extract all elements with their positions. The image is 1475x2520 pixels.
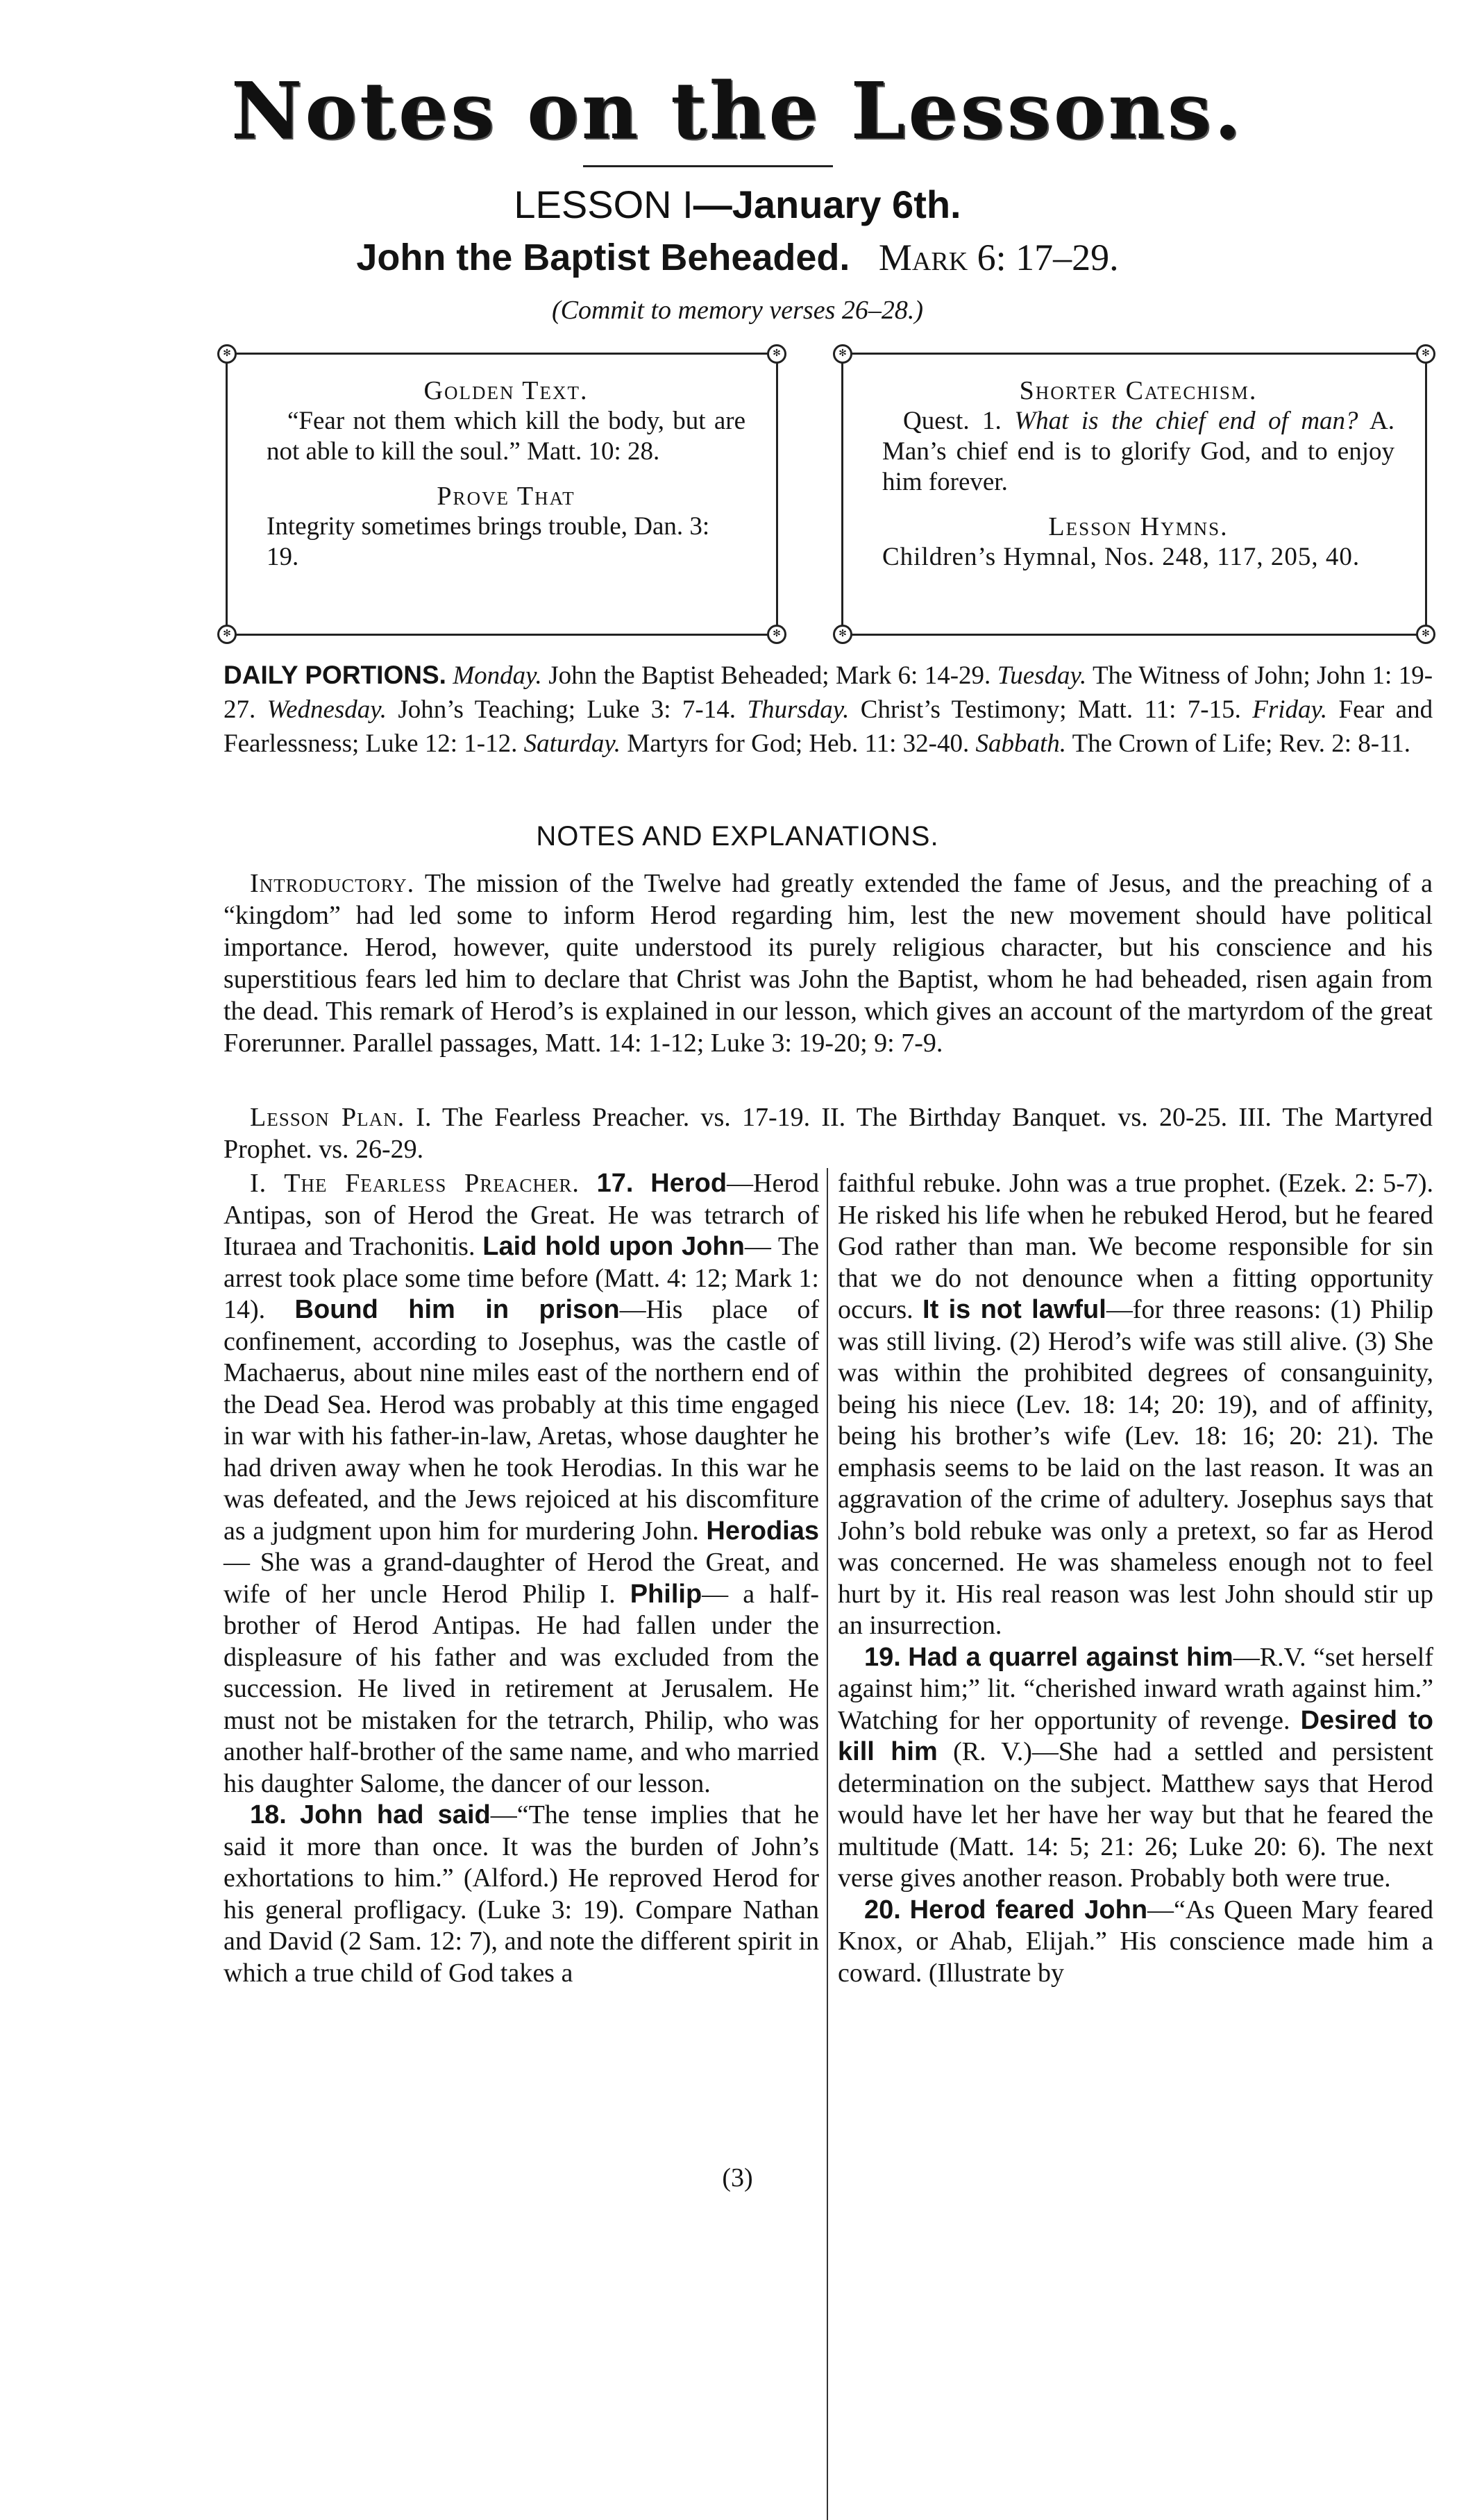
verse-number: 19. bbox=[864, 1642, 901, 1672]
introductory-label: Introductory. bbox=[250, 869, 415, 898]
ornament-icon: ✻ bbox=[217, 344, 237, 364]
keyword: Bound him in prison bbox=[294, 1295, 620, 1324]
catechism-question bbox=[882, 406, 1394, 498]
daily-day: Thursday. bbox=[747, 695, 850, 724]
ornament-icon: ✻ bbox=[1416, 625, 1435, 644]
note-text: —His place of confinement, according to Josephus, was the castle of Machaerus, about nine miles east of the northern end of the Dead Sea. Herod was probably at this time engaged in war with his father-in-law, Aretas, whose daughter he had driven away when he took Herodias. In this war he was defeated, and the Jews rejoiced at his discomfiture as a judgment upon him for murdering John. bbox=[224, 1295, 819, 1546]
daily-portions-label: DAILY PORTIONS. bbox=[224, 661, 446, 689]
ornament-icon: ✻ bbox=[767, 344, 786, 364]
golden-text-heading: Golden Text. bbox=[423, 376, 589, 405]
catechism-heading: Shorter Catechism. bbox=[1019, 376, 1258, 405]
lesson-subject bbox=[0, 236, 1475, 279]
daily-day: Monday. bbox=[453, 661, 542, 690]
daily-portions bbox=[224, 658, 1433, 761]
keyword: Philip bbox=[630, 1579, 702, 1609]
keyword: Desired to kill him bbox=[838, 1705, 1433, 1766]
lesson-heading bbox=[0, 182, 1475, 227]
lesson-date: —January 6th. bbox=[693, 183, 961, 226]
lesson-plan-text: I. The Fearless Preacher. vs. 17-19. II. The Birthday Banquet. vs. 20-25. III. The Martyred Prophet. vs. 26-29. bbox=[224, 1103, 1433, 1164]
daily-day: Saturday. bbox=[523, 729, 621, 758]
lesson-plan-paragraph bbox=[224, 1101, 1433, 1165]
note-text: — She was a grand-daughter of Herod the Great, and wife of her uncle Herod Philip I. bbox=[224, 1548, 819, 1609]
question-label: Quest. 1. bbox=[903, 407, 1002, 435]
lesson-reference: Mark 6: 17–29. bbox=[878, 237, 1119, 278]
note-text: — The arrest took place some time before (Matt. 4: 12; Mark 1: 14). bbox=[224, 1232, 820, 1324]
keyword: Had a quarrel against him bbox=[908, 1642, 1233, 1672]
prove-that-heading: Prove That bbox=[437, 482, 575, 511]
lesson-plan-label: Lesson Plan. bbox=[250, 1103, 405, 1132]
golden-text-box bbox=[223, 348, 781, 639]
right-column bbox=[838, 1168, 1433, 1989]
daily-reading: John the Baptist Beheaded; Mark 6: 14-29. bbox=[548, 661, 991, 690]
answer-text: A. Man’s chief end is to glorify God, and to enjoy him forever. bbox=[882, 407, 1394, 496]
note-text: —“The tense implies that he said it more than once. It was the burden of John’s exhortations to him.” (Alford.) He reproved Herod for his general profligacy. (Luke 3: 19). Compare Nathan and David (2 Sam. 12: 7), and note the different spirit in which a true child of God takes a bbox=[224, 1800, 820, 1988]
note-text: — a half-brother of Herod Antipas. He had fallen under the displeasure of his father and was excluded from the succession. He lived in retirement at Jerusalem. He must not be mistaken for the tetrarch, Philip, who was another half-brother of the same name, and who married his daughter Salome, the dancer of our lesson. bbox=[224, 1579, 819, 1798]
question-text: What is the chief end of man? bbox=[1014, 407, 1358, 435]
keyword: It is not lawful bbox=[922, 1295, 1106, 1324]
section-label: I. The Fearless Preacher. bbox=[250, 1169, 580, 1198]
introductory-text: The mission of the Twelve had greatly extended the fame of Jesus, and the preaching of a “kingdom” had led some to inform Herod regarding him, lest the new movement should have political importance. Herod, however, quite understood its purely religious character, but his conscience and his superstitious fears led him to declare that Christ was John the Baptist, whom he had beheaded, risen again from the dead. This remark of Herod’s is explained in our lesson, which gives an account of the martyrdom of the great Forerunner. Parallel passages, Matt. 14: 1-12; Luke 3: 19-20; 9: 7-9. bbox=[224, 869, 1433, 1058]
introductory-paragraph bbox=[224, 868, 1433, 1059]
catechism-box bbox=[838, 348, 1430, 639]
keyword: John had said bbox=[299, 1800, 491, 1829]
verse-number: 20. bbox=[864, 1895, 901, 1925]
daily-reading: Martyrs for God; Heb. 11: 32-40. bbox=[627, 729, 970, 758]
ornament-icon: ✻ bbox=[767, 625, 786, 644]
daily-reading: John’s Teaching; Luke 3: 7-14. bbox=[398, 695, 736, 724]
daily-reading: The Witness of John; John 1: 19-27. bbox=[224, 661, 1433, 724]
column-divider bbox=[827, 1168, 828, 2520]
keyword: Herod bbox=[650, 1169, 727, 1198]
memory-verses: (Commit to memory verses 26–28.) bbox=[551, 296, 924, 325]
left-column bbox=[224, 1168, 819, 1989]
notes-heading: NOTES AND EXPLANATIONS. bbox=[536, 821, 939, 852]
keyword: Laid hold upon John bbox=[482, 1232, 745, 1261]
note-text: —R.V. “set herself against him;” lit. “cherished inward wrath against him.” Watching for her opportunity of revenge. bbox=[838, 1642, 1433, 1735]
keyword: Herodias bbox=[706, 1516, 820, 1546]
prove-that-text: Integrity sometimes brings trouble, Dan. 3: 19. bbox=[267, 512, 710, 571]
hymns-text: Children’s Hymnal, Nos. 248, 117, 205, 40. bbox=[882, 543, 1360, 571]
daily-day: Sabbath. bbox=[975, 729, 1066, 758]
golden-text: “Fear not them which kill the body, but are not able to kill the soul.” Matt. 10: 28. bbox=[267, 407, 745, 466]
note-text: (R. V.)—She had a settled and persistent determination on the subject. Matthew says that Herod would have let her have her way but that he feared the multitude (Matt. 14: 5; 21: 26; Luke 20: 6). The next verse gives another reason. Probably both were true. bbox=[838, 1737, 1433, 1893]
verse-number: 17. bbox=[596, 1169, 634, 1198]
daily-reading: Fear and Fearlessness; Luke 12: 1-12. bbox=[224, 695, 1433, 758]
lesson-number: LESSON I bbox=[514, 183, 693, 226]
masthead-title: Notes on the Lessons. bbox=[231, 66, 1244, 157]
note-text: —“As Queen Mary feared Knox, or Ahab, Elijah.” His conscience made him a coward. (Illustrate by bbox=[838, 1895, 1433, 1988]
verse-number: 18. bbox=[250, 1800, 287, 1829]
hymns-heading: Lesson Hymns. bbox=[1048, 512, 1229, 541]
daily-day: Friday. bbox=[1252, 695, 1328, 724]
note-text: —for three reasons: (1) Philip was still living. (2) Herod’s wife was still alive. (3) She was within the prohibited degrees of consanguinity, being his niece (Lev. 18: 14; 20: 19), and of affinity, being his brother’s wife (Lev. 18: 16; 20: 21). The emphasis seems to be laid on the last reason. It was an aggravation of the crime of adultery. Josephus says that John’s bold rebuke was only a pretext, so far as Herod was concerned. He was shameless enough not to feel hurt by it. His real reason was lest John should stir up an insurrection. bbox=[838, 1295, 1434, 1640]
note-text: faithful rebuke. John was a true prophet. (Ezek. 2: 5-7). He risked his life when he rebuked Herod, but he feared God rather than man. We become responsible for sin that we do not denounce when a fitting opportunity occurs. bbox=[838, 1169, 1433, 1324]
daily-reading: Christ’s Testimony; Matt. 11: 7-15. bbox=[860, 695, 1241, 724]
page-number: (3) bbox=[722, 2163, 753, 2192]
ornament-icon: ✻ bbox=[833, 344, 852, 364]
daily-day: Tuesday. bbox=[997, 661, 1087, 690]
daily-reading: The Crown of Life; Rev. 2: 8-11. bbox=[1072, 729, 1410, 758]
ornament-icon: ✻ bbox=[833, 625, 852, 644]
keyword: Herod feared John bbox=[909, 1895, 1148, 1925]
ornament-icon: ✻ bbox=[1416, 344, 1435, 364]
ornament-icon: ✻ bbox=[217, 625, 237, 644]
lesson-title: John the Baptist Beheaded. bbox=[356, 237, 850, 278]
masthead-rule bbox=[583, 165, 833, 167]
note-text: —Herod Antipas, son of Herod the Great. He was tetrarch of Ituraea and Trachonitis. bbox=[224, 1169, 820, 1261]
daily-day: Wednesday. bbox=[267, 695, 387, 724]
